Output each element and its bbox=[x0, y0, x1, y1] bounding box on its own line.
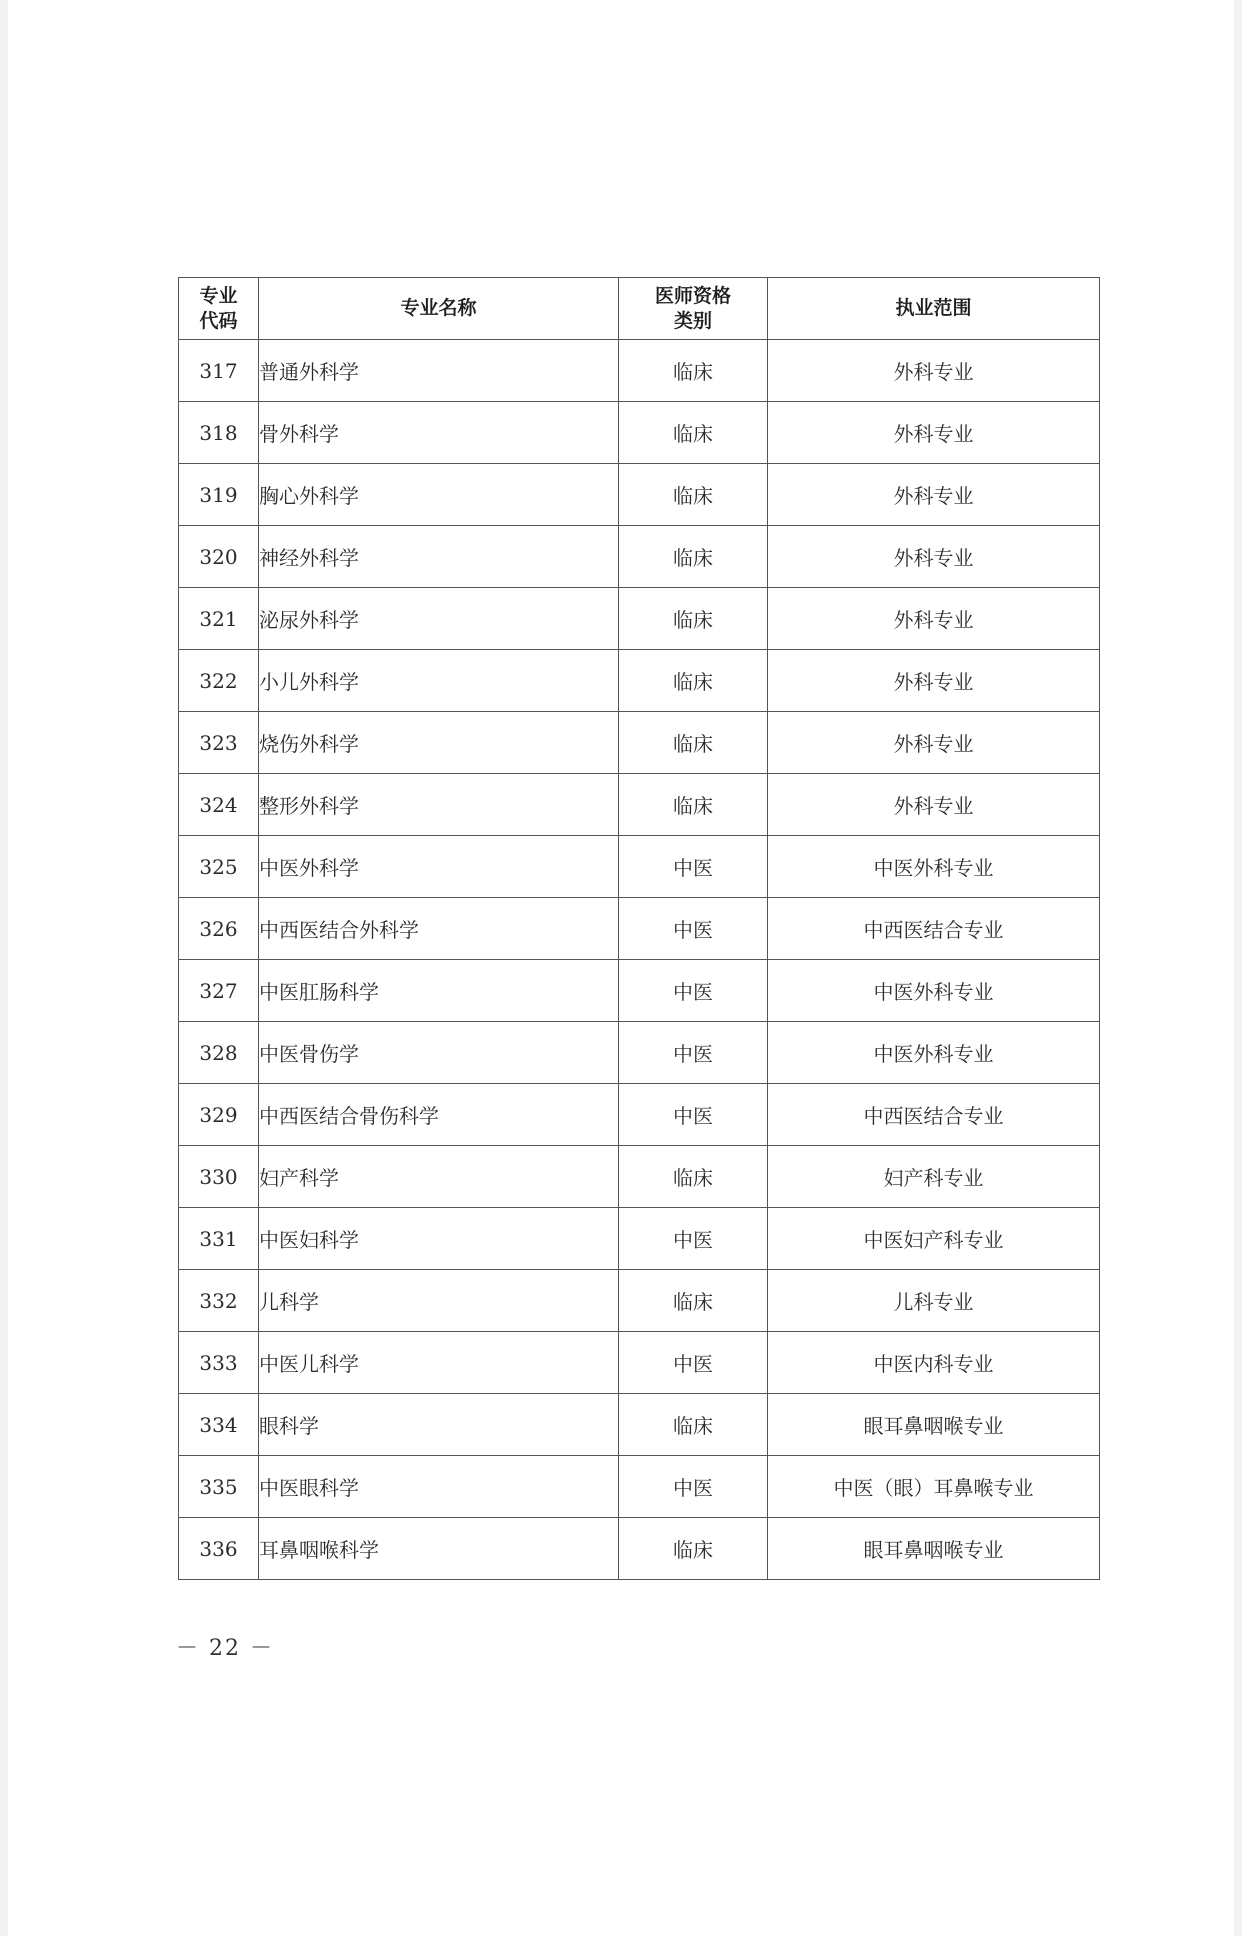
cell-name: 小儿外科学 bbox=[259, 650, 619, 712]
cell-type: 中医 bbox=[619, 960, 768, 1022]
cell-code: 327 bbox=[179, 960, 259, 1022]
table-row bbox=[179, 960, 1100, 1022]
table-row bbox=[179, 712, 1100, 774]
cell-scope: 外科专业 bbox=[768, 340, 1100, 402]
cell-name: 骨外科学 bbox=[259, 402, 619, 464]
cell-type: 临床 bbox=[619, 402, 768, 464]
cell-type: 临床 bbox=[619, 1518, 768, 1580]
table-row bbox=[179, 1084, 1100, 1146]
cell-name: 烧伤外科学 bbox=[259, 712, 619, 774]
cell-code: 322 bbox=[179, 650, 259, 712]
cell-code: 324 bbox=[179, 774, 259, 836]
cell-scope: 中西医结合专业 bbox=[768, 1084, 1100, 1146]
cell-code: 335 bbox=[179, 1456, 259, 1518]
cell-scope: 中西医结合专业 bbox=[768, 898, 1100, 960]
table-row bbox=[179, 588, 1100, 650]
header-name: 专业名称 bbox=[259, 278, 619, 340]
cell-type: 临床 bbox=[619, 1270, 768, 1332]
header-scope: 执业范围 bbox=[768, 278, 1100, 340]
cell-name: 妇产科学 bbox=[259, 1146, 619, 1208]
cell-code: 325 bbox=[179, 836, 259, 898]
cell-type: 临床 bbox=[619, 712, 768, 774]
table-row bbox=[179, 898, 1100, 960]
table-row bbox=[179, 836, 1100, 898]
cell-code: 319 bbox=[179, 464, 259, 526]
cell-name: 普通外科学 bbox=[259, 340, 619, 402]
cell-scope: 眼耳鼻咽喉专业 bbox=[768, 1394, 1100, 1456]
cell-scope: 外科专业 bbox=[768, 712, 1100, 774]
cell-code: 334 bbox=[179, 1394, 259, 1456]
cell-scope: 中医内科专业 bbox=[768, 1332, 1100, 1394]
table-row bbox=[179, 650, 1100, 712]
cell-type: 临床 bbox=[619, 1146, 768, 1208]
cell-type: 临床 bbox=[619, 588, 768, 650]
cell-name: 胸心外科学 bbox=[259, 464, 619, 526]
cell-name: 泌尿外科学 bbox=[259, 588, 619, 650]
page-number: － 22 － bbox=[176, 1636, 274, 1661]
cell-name: 中医外科学 bbox=[259, 836, 619, 898]
cell-type: 中医 bbox=[619, 898, 768, 960]
cell-name: 中医骨伤学 bbox=[259, 1022, 619, 1084]
cell-code: 332 bbox=[179, 1270, 259, 1332]
header-code-label: 专业 代码 bbox=[199, 284, 238, 332]
cell-type: 临床 bbox=[619, 1394, 768, 1456]
cell-scope: 外科专业 bbox=[768, 774, 1100, 836]
cell-type: 临床 bbox=[619, 650, 768, 712]
cell-code: 329 bbox=[179, 1084, 259, 1146]
table-row bbox=[179, 340, 1100, 402]
table-header-row bbox=[179, 278, 1100, 340]
cell-scope: 中医（眼）耳鼻喉专业 bbox=[768, 1456, 1100, 1518]
table-row bbox=[179, 1022, 1100, 1084]
cell-scope: 外科专业 bbox=[768, 464, 1100, 526]
cell-name: 中医妇科学 bbox=[259, 1208, 619, 1270]
cell-scope: 眼耳鼻咽喉专业 bbox=[768, 1518, 1100, 1580]
cell-scope: 中医妇产科专业 bbox=[768, 1208, 1100, 1270]
specialty-table bbox=[178, 277, 1100, 1580]
cell-scope: 中医外科专业 bbox=[768, 1022, 1100, 1084]
cell-scope: 中医外科专业 bbox=[768, 960, 1100, 1022]
cell-code: 326 bbox=[179, 898, 259, 960]
cell-name: 儿科学 bbox=[259, 1270, 619, 1332]
cell-type: 中医 bbox=[619, 1208, 768, 1270]
cell-type: 临床 bbox=[619, 340, 768, 402]
cell-name: 中西医结合骨伤科学 bbox=[259, 1084, 619, 1146]
cell-name: 中医肛肠科学 bbox=[259, 960, 619, 1022]
cell-scope: 儿科专业 bbox=[768, 1270, 1100, 1332]
cell-scope: 妇产科专业 bbox=[768, 1146, 1100, 1208]
cell-code: 317 bbox=[179, 340, 259, 402]
header-type-label: 医师资格 类别 bbox=[654, 284, 731, 332]
cell-scope: 外科专业 bbox=[768, 650, 1100, 712]
table-row bbox=[179, 1394, 1100, 1456]
document-page bbox=[8, 0, 1234, 1936]
cell-type: 中医 bbox=[619, 1456, 768, 1518]
cell-type: 中医 bbox=[619, 1084, 768, 1146]
cell-type: 中医 bbox=[619, 1332, 768, 1394]
cell-code: 321 bbox=[179, 588, 259, 650]
cell-name: 中西医结合外科学 bbox=[259, 898, 619, 960]
cell-type: 临床 bbox=[619, 464, 768, 526]
cell-type: 中医 bbox=[619, 836, 768, 898]
cell-name: 神经外科学 bbox=[259, 526, 619, 588]
cell-name: 耳鼻咽喉科学 bbox=[259, 1518, 619, 1580]
cell-name: 眼科学 bbox=[259, 1394, 619, 1456]
cell-code: 320 bbox=[179, 526, 259, 588]
table-row bbox=[179, 1146, 1100, 1208]
cell-code: 330 bbox=[179, 1146, 259, 1208]
cell-code: 333 bbox=[179, 1332, 259, 1394]
table-row bbox=[179, 1456, 1100, 1518]
table-row bbox=[179, 402, 1100, 464]
cell-type: 中医 bbox=[619, 1022, 768, 1084]
cell-scope: 外科专业 bbox=[768, 588, 1100, 650]
cell-code: 328 bbox=[179, 1022, 259, 1084]
cell-code: 336 bbox=[179, 1518, 259, 1580]
table-row bbox=[179, 1518, 1100, 1580]
cell-scope: 中医外科专业 bbox=[768, 836, 1100, 898]
cell-code: 318 bbox=[179, 402, 259, 464]
table-row bbox=[179, 774, 1100, 836]
cell-type: 临床 bbox=[619, 526, 768, 588]
cell-type: 临床 bbox=[619, 774, 768, 836]
table-row bbox=[179, 1270, 1100, 1332]
cell-code: 323 bbox=[179, 712, 259, 774]
cell-name: 中医眼科学 bbox=[259, 1456, 619, 1518]
table-row bbox=[179, 464, 1100, 526]
table-row bbox=[179, 1208, 1100, 1270]
table-row bbox=[179, 526, 1100, 588]
cell-name: 中医儿科学 bbox=[259, 1332, 619, 1394]
table-row bbox=[179, 1332, 1100, 1394]
cell-scope: 外科专业 bbox=[768, 402, 1100, 464]
cell-scope: 外科专业 bbox=[768, 526, 1100, 588]
cell-name: 整形外科学 bbox=[259, 774, 619, 836]
header-code bbox=[179, 278, 259, 340]
header-type bbox=[619, 278, 768, 340]
cell-code: 331 bbox=[179, 1208, 259, 1270]
